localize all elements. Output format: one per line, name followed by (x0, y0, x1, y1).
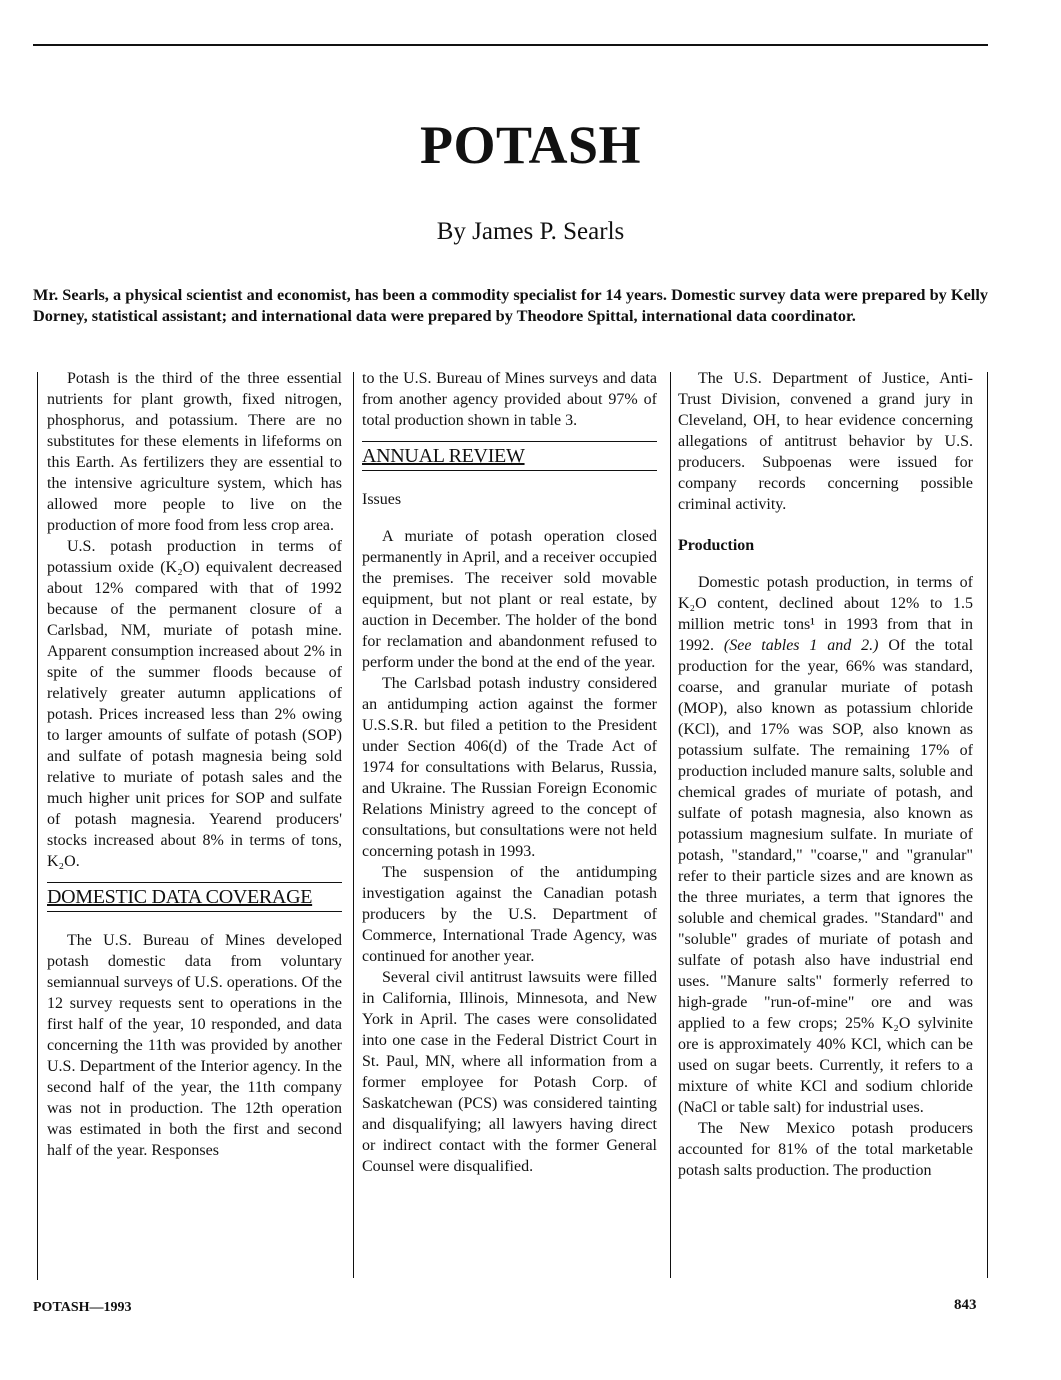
author-bio: Mr. Searls, a physical scientist and economist, has been a commodity specialist for 14 years. Domestic survey data were prepared by Kelly Dorney, statistical assistant; and international data were prepared by Theodore Spittal, international data coordinator. (33, 285, 988, 325)
column-3 (678, 368, 973, 1181)
paragraph: The U.S. Department of Justice, Anti-Trust Division, convened a grand jury in Cleveland, OH, to hear evidence concerning allegations of antitrust behavior by U.S. producers. Subpoenas were issued for company records concerning possible criminal activity. (678, 370, 973, 513)
paragraph: The Carlsbad potash industry considered an antidumping action against the former U.S.S.R. but filed a petition to the President under Section 406(d) of the Trade Act of 1974 for consultations with Belarus, Russia, and Ukraine. The Russian Foreign Economic Relations Ministry agreed to the concept of consultations, but consultations were not held concerning potash in 1993. (362, 675, 657, 860)
text-run: Domestic potash production, in terms of K₂O content, declined about 12% to 1.5 million metric tons¹ in 1993 from that in 1992. (678, 574, 973, 654)
author-byline: By James P. Searls (436, 218, 625, 245)
paragraph: to the U.S. Bureau of Mines surveys and data from another agency provided about 97% of total production shown in table 3. (362, 370, 657, 429)
paragraph: The suspension of the antidumping investigation against the Canadian potash producers by the U.S. Department of Commerce, International Trade Agency, was continued for another year. (362, 864, 657, 965)
paragraph: A muriate of potash operation closed permanently in April, and a receiver occupied the premises. The receiver sold movable equipment, but not plant or real estate, by auction in December. The holder of the bond for reclamation and abandonment refused to perform under the bond at the end of the year. (362, 528, 657, 671)
subsection-heading: Issues (362, 491, 402, 508)
paragraph: The New Mexico potash producers accounted for 81% of the total marketable potash salts production. The production (678, 1120, 973, 1179)
column-rule (987, 372, 988, 1278)
top-rule (33, 44, 988, 46)
subsection-heading: Production (678, 537, 755, 554)
section-heading (47, 882, 342, 912)
column-2 (362, 368, 657, 1177)
running-footer: POTASH—1993 (33, 1300, 132, 1315)
paragraph: Several civil antitrust lawsuits were filled in California, Illinois, Minnesota, and New York in April. The cases were consolidated into one case in the Federal District Court in St. Paul, MN, where all information from a former employee for Potash Corp. of Saskatchewan (PCS) was considered tainting and disqualifying; all lawyers having direct or indirect contact with the former General Counsel were disqualified. (362, 969, 657, 1175)
section-heading (362, 441, 657, 471)
text-run: Of the total production for the year, 66% was standard, coarse, and granular muriate of potash (MOP), also known as potassium chloride (KCl), and 17% was SOP, also known as potassium sulfate. The remaining 17% of production included manure salts, soluble and chemical grades of muriate of potash, and sulfate of potash magnesia, also known as potassium magnesium sulfate. In muriate of potash, "standard," "coarse," and "granular" refer to their particle sizes and are known as the three muriates, a term that ignores the soluble and chemical grades. "Standard" and "soluble" grades of muriate of potash and sulfate of potash also have industrial end uses. "Manure salts" formerly referred to high-grade "run-of-mine" ore and was applied to a few crops; 25% K₂O sylvinite ore is approximately 40% KCl, which can be used on sugar beets. Currently, it refers to a mixture of white KCl and sodium chloride (NaCl or table salt) for industrial uses. (678, 637, 974, 1116)
paragraph: The U.S. Bureau of Mines developed potash domestic data from voluntary semiannual surveys of U.S. operations. Of the 12 survey requests sent to operations in the first half of the year, 10 responded, and data concerning the 11th was provided by another U.S. Department of the Interior agency. In the second half of the year, the 11th company was not in production. The 12th operation was estimated in both the first and second half of the year. Responses (47, 932, 342, 1159)
page-title: POTASH (419, 115, 642, 175)
column-rule (37, 372, 38, 1280)
paragraph (678, 572, 973, 1118)
page-number: 843 (954, 1297, 977, 1313)
column-rule (670, 372, 671, 1278)
section-heading-text: DOMESTIC DATA COVERAGE (47, 886, 313, 908)
paragraph: U.S. potash production in terms of potassium oxide (K₂O) equivalent decreased about 12% compared with that of 1992 because of the permanent closure of a Carlsbad, NM, muriate of potash mine. Apparent consumption increased about 2% in spite of the summer floods because of relatively greater autumn applications of potash. Prices increased less than 2% owing to larger amounts of sulfate of potash (SOP) and sulfate of potash magnesia being sold relative to muriate of potash sales and the much higher unit prices for SOP and sulfate of potash magnesia. Yearend producers' stocks increased about 8% in terms of tons, K₂O. (47, 538, 342, 870)
column-rule (353, 372, 354, 1278)
column-1 (47, 368, 342, 1161)
table-reference: (See tables 1 and 2.) (723, 637, 879, 654)
paragraph: Potash is the third of the three essential nutrients for plant growth, fixed nitrogen, phosphorus, and potassium. There are no substitutes for these elements in lifeforms on this Earth. As fertilizers they are essential to the intensive agriculture system, which has allowed more people to live on the production of more food from less crop area. (47, 370, 342, 534)
section-heading-text: ANNUAL REVIEW (362, 445, 525, 467)
